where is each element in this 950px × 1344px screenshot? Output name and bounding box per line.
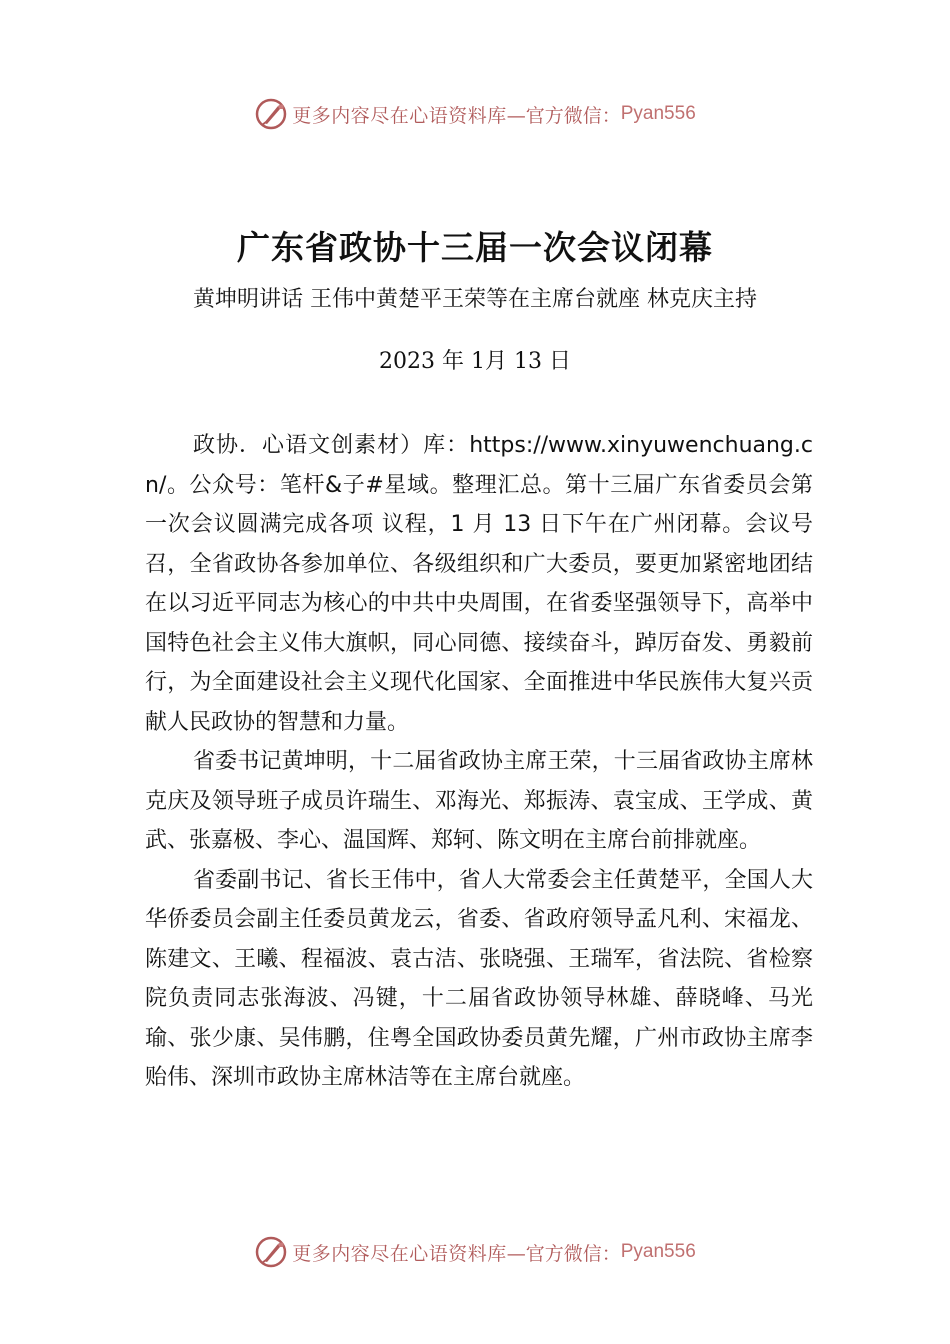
banner-account: Pyan556 <box>620 103 696 124</box>
paragraph: 省委副书记、省长王伟中，省人大常委会主任黄楚平，全国人大华侨委员会副主任委员黄龙云，省委、省政府领导孟凡利、宋福龙、陈建文、王曦、程福波、袁古洁、张晓强、王瑞军，省法院、省检察院负责同志张海波、冯键，十二届省政协领导林雄、薛晓峰、马光瑜、张少康、吴伟鹏，住粤全国政协委员黄先耀，广州市政协主席李贻伟、深圳市政协主席林洁等在主席台就座。 <box>145 867 813 1090</box>
header-banner <box>0 94 950 134</box>
quill-logo-icon <box>254 1235 288 1269</box>
page-subtitle: 黄坤明讲话 王伟中黄楚平王荣等在主席台就座 林克庆主持 <box>193 287 757 312</box>
paragraph: 政协．心语文创素材）库：https://www.xinyuwenchuang.cn/。公众号：笔杆&子#星域。整理汇总。第十三届广东省委员会第一次会议圆满完成各项 议程，1 月 13 日下午在广州闭幕。会议号召，全省政协各参加单位、各级组织和广大委员，要更加紧密地团结在以习近平同志为核心的中共中央周围，在省委坚强领导下，高举中国特色社会主义伟大旗帜，同心同德、接续奋斗，踔厉奋发、勇毅前行，为全面建设社会主义现代化国家、全面推进中华民族伟大复兴贡献人民政协的智慧和力量。 <box>145 433 813 735</box>
banner-text: 更多内容尽在心语资料库 <box>292 1242 507 1265</box>
quill-logo-icon <box>254 97 288 131</box>
paragraph: 省委书记黄坤明，十二届省政协主席王荣，十三届省政协主席林克庆及领导班子成员许瑞生、邓海光、郑振涛、袁宝成、王学成、黄武、张嘉极、李心、温国辉、郑轲、陈文明在主席台前排就座。 <box>145 749 813 853</box>
banner-separator: —官方微信： <box>506 1242 621 1265</box>
banner-account: Pyan556 <box>620 1241 696 1262</box>
page-date: 2023 年 1月 13 日 <box>379 349 571 374</box>
page-title: 广东省政协十三届一次会议闭幕 <box>237 228 713 267</box>
article-body <box>145 426 813 1098</box>
footer-banner <box>0 1232 950 1272</box>
banner-separator: —官方微信： <box>506 104 621 127</box>
banner-text: 更多内容尽在心语资料库 <box>292 104 507 127</box>
